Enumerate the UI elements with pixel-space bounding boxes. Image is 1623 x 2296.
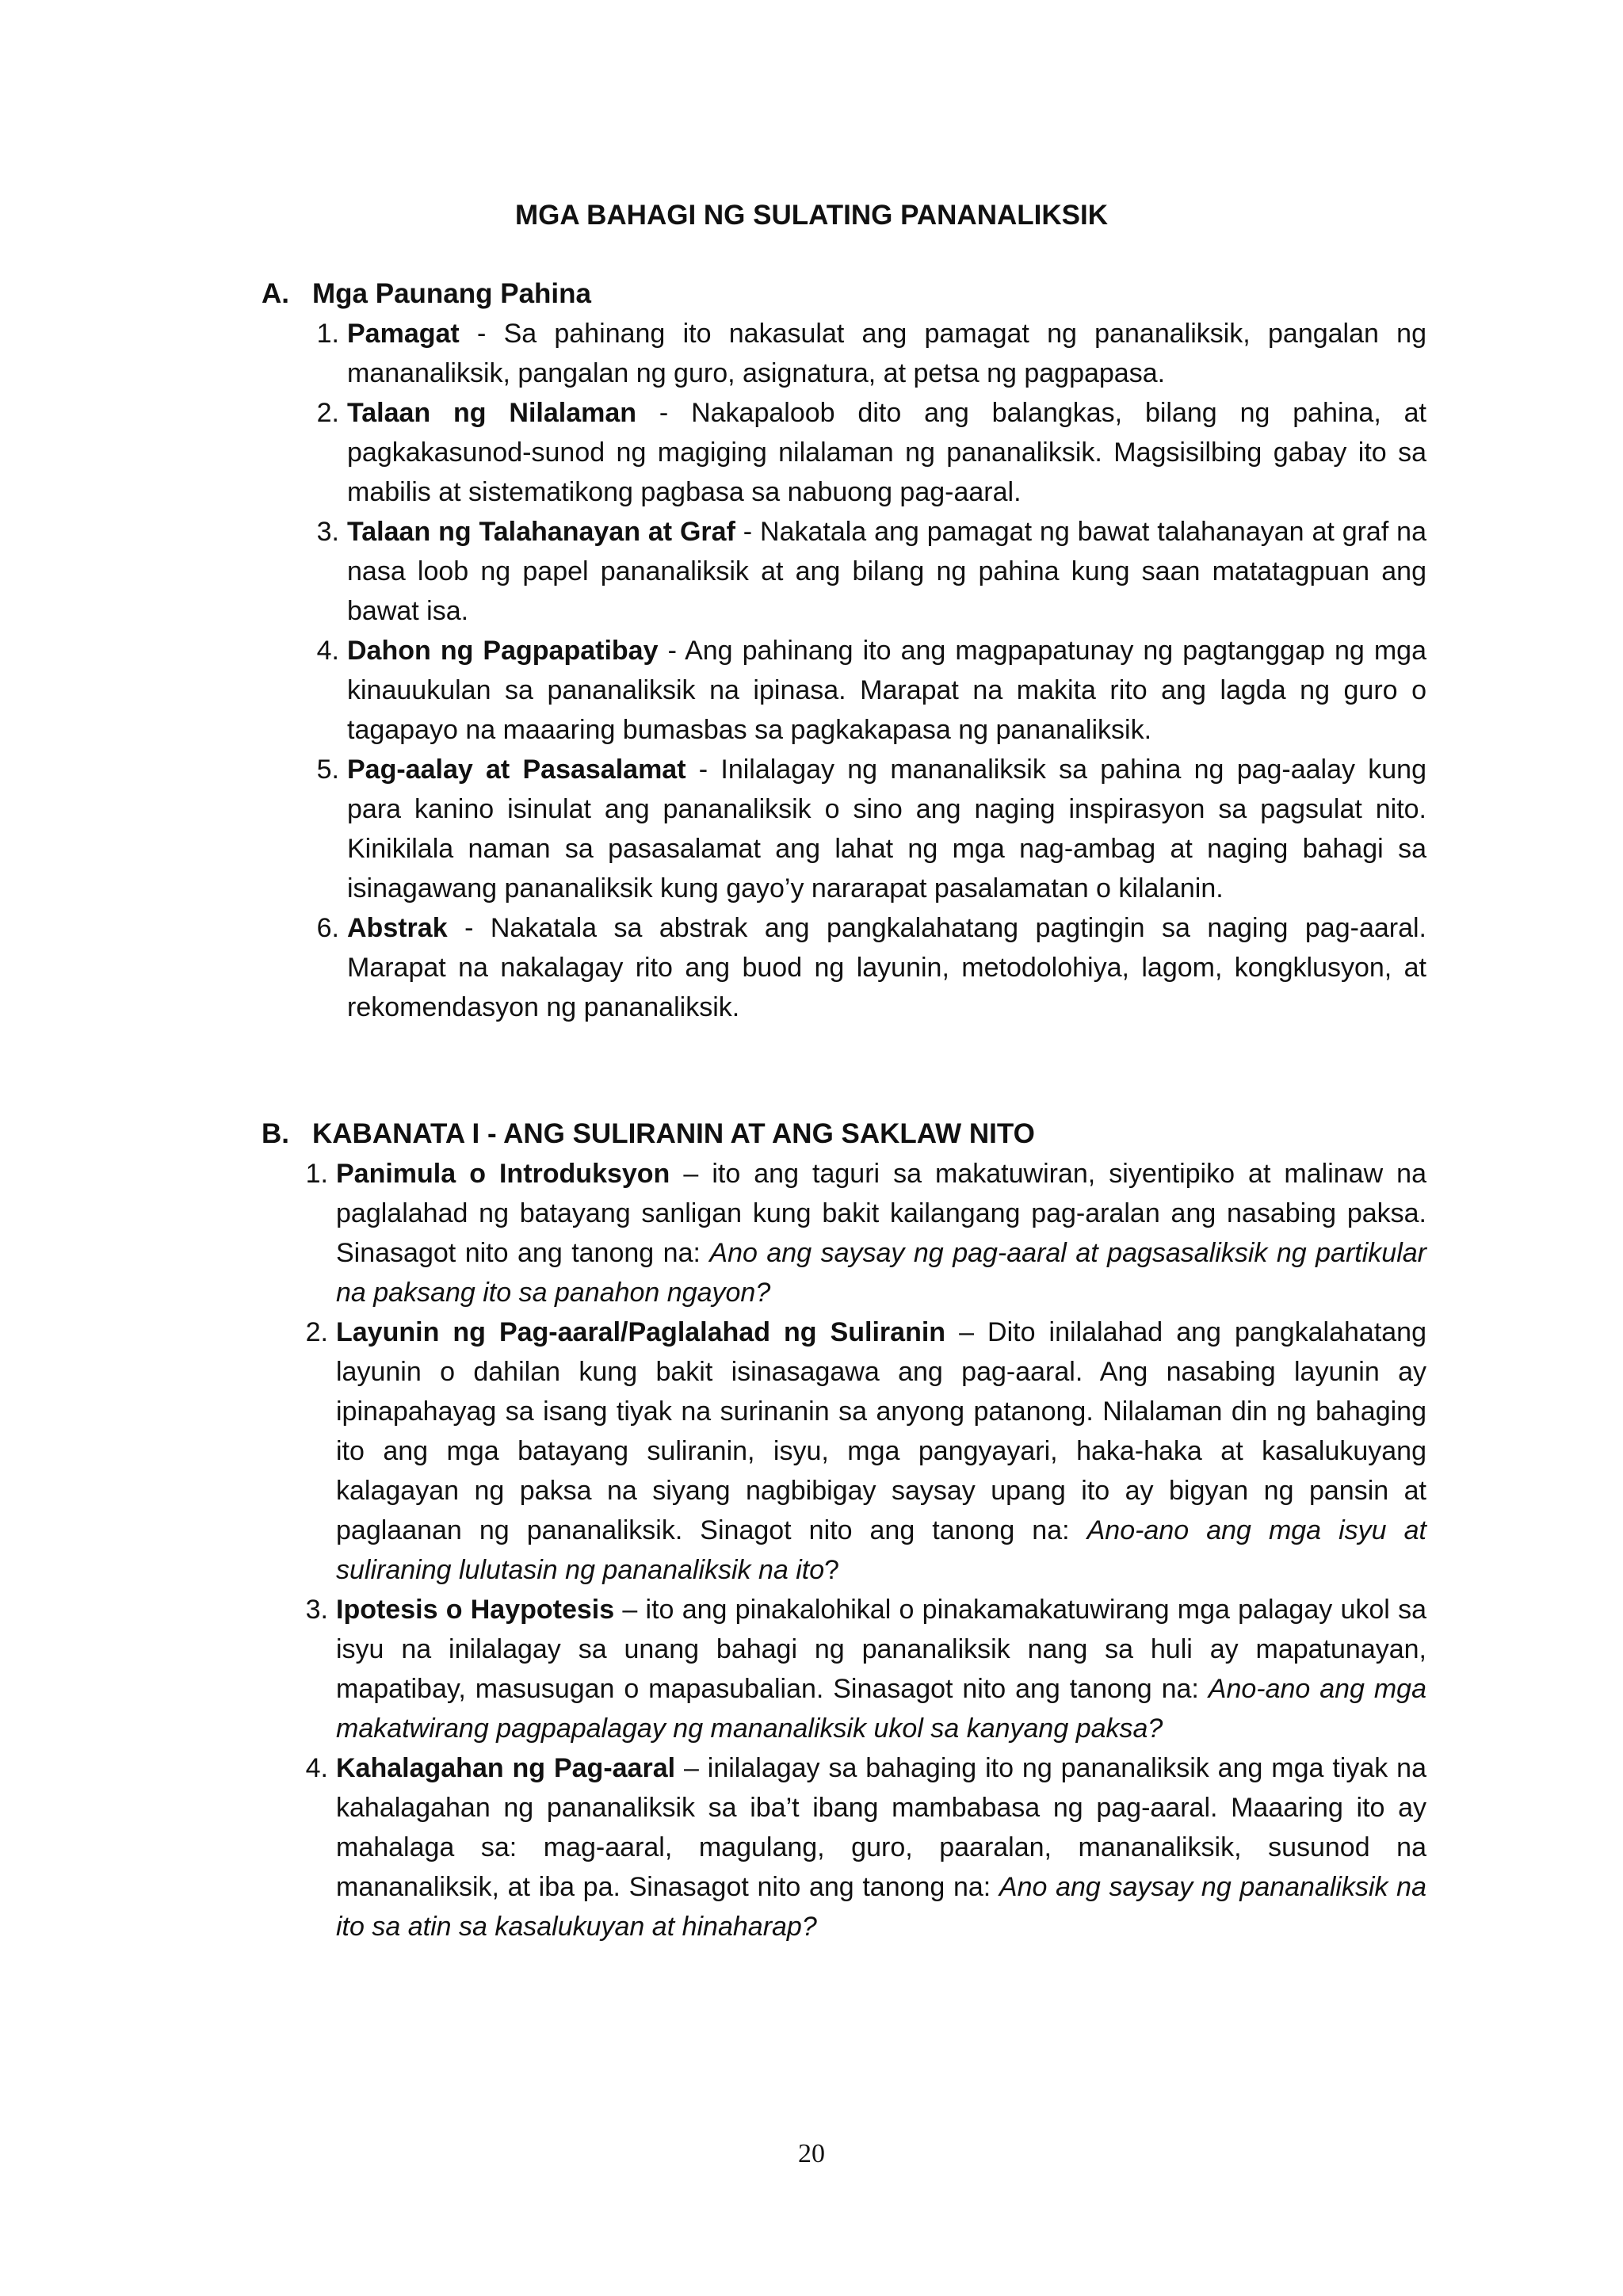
item-number: 2. (316, 398, 339, 428)
list-item (262, 1748, 1426, 1946)
section-heading (262, 1114, 1426, 1154)
section-heading (262, 274, 1426, 314)
item-number: 4. (316, 636, 339, 666)
list-item (262, 1590, 1426, 1748)
section-letter: A. (262, 278, 289, 309)
item-body: - Nakatala sa abstrak ang pangkalahatang pagtingin sa naging pag-aaral. Marapat na nakalagay rito ang buod ng layunin, metodolohiya, lagom, kongklusyon, at rekomendasyon ng pananaliksik. (347, 913, 1426, 1022)
item-term: Dahon ng Pagpapatibay (347, 636, 659, 666)
list-item (262, 1312, 1426, 1590)
item-term: Talaan ng Nilalaman (347, 398, 637, 428)
item-body: - Sa pahinang ito nakasulat ang pamagat ng pananaliksik, pangalan ng mananaliksik, pangalan ng guro, asignatura, at petsa ng pagpapasa. (347, 319, 1426, 388)
item-question: Ano-ano ang mga isyu at suliraning lulutasin ng pananaliksik na ito (336, 1515, 1426, 1585)
item-body: - Nakapaloob dito ang balangkas, bilang ng pahina, at pagkakasunod-sunod ng magiging nilalaman ng pananaliksik. Magsisilbing gabay ito sa mabilis at sistematikong pagbasa sa nabuong pag-aaral. (347, 398, 1426, 507)
item-list (262, 314, 1426, 1027)
list-item (262, 908, 1426, 1027)
item-term: Pamagat (347, 319, 460, 349)
list-item (262, 314, 1426, 393)
item-number: 5. (316, 755, 339, 785)
document-title: MGA BAHAGI NG SULATING PANANALIKSIK (515, 200, 1108, 231)
section-heading-text: KABANATA I - ANG SULIRANIN AT ANG SAKLAW NITO (312, 1118, 1035, 1149)
item-term: Pag-aalay at Pasasalamat (347, 755, 686, 785)
item-number: 1. (305, 1159, 328, 1189)
item-term: Abstrak (347, 913, 448, 943)
item-term: Talaan ng Talahanayan at Graf (347, 517, 735, 547)
item-number: 3. (316, 517, 339, 547)
list-item (262, 512, 1426, 631)
item-list (262, 1154, 1426, 1946)
item-term: Kahalagahan ng Pag-aaral (336, 1753, 676, 1783)
page-number: 20 (798, 2139, 825, 2168)
section-heading-text: Mga Paunang Pahina (312, 278, 591, 309)
item-body: – ito ang pinakalohikal o pinakamakatuwirang mga palagay ukol sa isyu na inilalagay sa unang bahagi ng pananaliksik nang sa huli ay mapatunayan, mapatibay, masusugan o mapasubalian. Sinasagot nito ang tanong na: (336, 1595, 1427, 1704)
list-item (262, 393, 1426, 512)
item-after: ? (824, 1555, 840, 1585)
item-term: Ipotesis o Haypotesis (336, 1595, 615, 1625)
list-item (262, 631, 1426, 750)
item-body: – ito ang taguri sa makatuwiran, siyentipiko at malinaw na paglalahad ng batayang sanligan kung bakit kailangang pag-aralan ang nasabing paksa. Sinasagot nito ang tanong na: (336, 1159, 1426, 1268)
item-body: – inilalagay sa bahaging ito ng pananaliksik ang mga tiyak na kahalagahan ng pananaliksik sa iba’t ibang mambabasa ng pag-aaral. Maaaring ito ay mahalaga sa: mag-aaral, magulang, guro, paaralan, mananaliksik, susunod na mananaliksik, at iba pa. Sinasagot nito ang tanong na: (336, 1753, 1426, 1902)
item-question: Ano-ano ang mga makatwirang pagpapalagay ng mananaliksik ukol sa kanyang paksa? (336, 1674, 1426, 1744)
item-term: Layunin ng Pag-aaral/Paglalahad ng Suliranin (336, 1317, 946, 1347)
list-item (262, 1154, 1426, 1312)
item-body: – Dito inilalahad ang pangkalahatang layunin o dahilan kung bakit isinasagawa ang pag-aaral. Ang nasabing layunin ay ipinapahayag sa isang tiyak na surinanin sa anyong patanong. Nilalaman din ng bahaging ito ang mga batayang suliranin, isyu, mga pangyayari, haka-haka at kasalukuyang kalagayan ng paksa na siyang nagbibigay saysay upang ito ay bigyan ng pansin at paglaanan ng pananaliksik. Sinagot nito ang tanong na: (336, 1317, 1426, 1545)
item-number: 4. (305, 1753, 328, 1783)
item-number: 2. (305, 1317, 328, 1347)
item-term: Panimula o Introduksyon (336, 1159, 670, 1189)
item-body: - Ang pahinang ito ang magpapatunay ng pagtanggap ng mga kinauukulan sa pananaliksik na ipinasa. Marapat na makita rito ang lagda ng guro o tagapayo na maaaring bumasbas sa pagkakapasa ng pananaliksik. (347, 636, 1426, 745)
item-question: Ano ang saysay ng pag-aaral at pagsasaliksik ng partikular na paksang ito sa panahon ngayon? (336, 1238, 1426, 1308)
item-number: 1. (316, 319, 339, 349)
item-body: - Inilalagay ng mananaliksik sa pahina ng pag-aalay kung para kanino isinulat ang pananaliksik o sino ang naging inspirasyon sa pagsulat nito. Kinikilala naman sa pasasalamat ang lahat ng mga nag-ambag at naging bahagi sa isinagawang pananaliksik kung gayo’y nararapat pasalamatan o kilalanin. (347, 755, 1426, 904)
section-letter: B. (262, 1118, 289, 1149)
list-item (262, 750, 1426, 908)
item-body: - Nakatala ang pamagat ng bawat talahanayan at graf na nasa loob ng papel pananaliksik at ang bilang ng pahina kung saan matatagpuan ang bawat isa. (347, 517, 1426, 626)
item-number: 3. (305, 1595, 328, 1625)
item-question: Ano ang saysay ng pananaliksik na ito sa atin sa kasalukuyan at hinaharap? (336, 1872, 1427, 1942)
section-kabanata-i (262, 1114, 1426, 1946)
item-number: 6. (316, 913, 339, 943)
section-mga-paunang-pahina (262, 274, 1426, 1027)
